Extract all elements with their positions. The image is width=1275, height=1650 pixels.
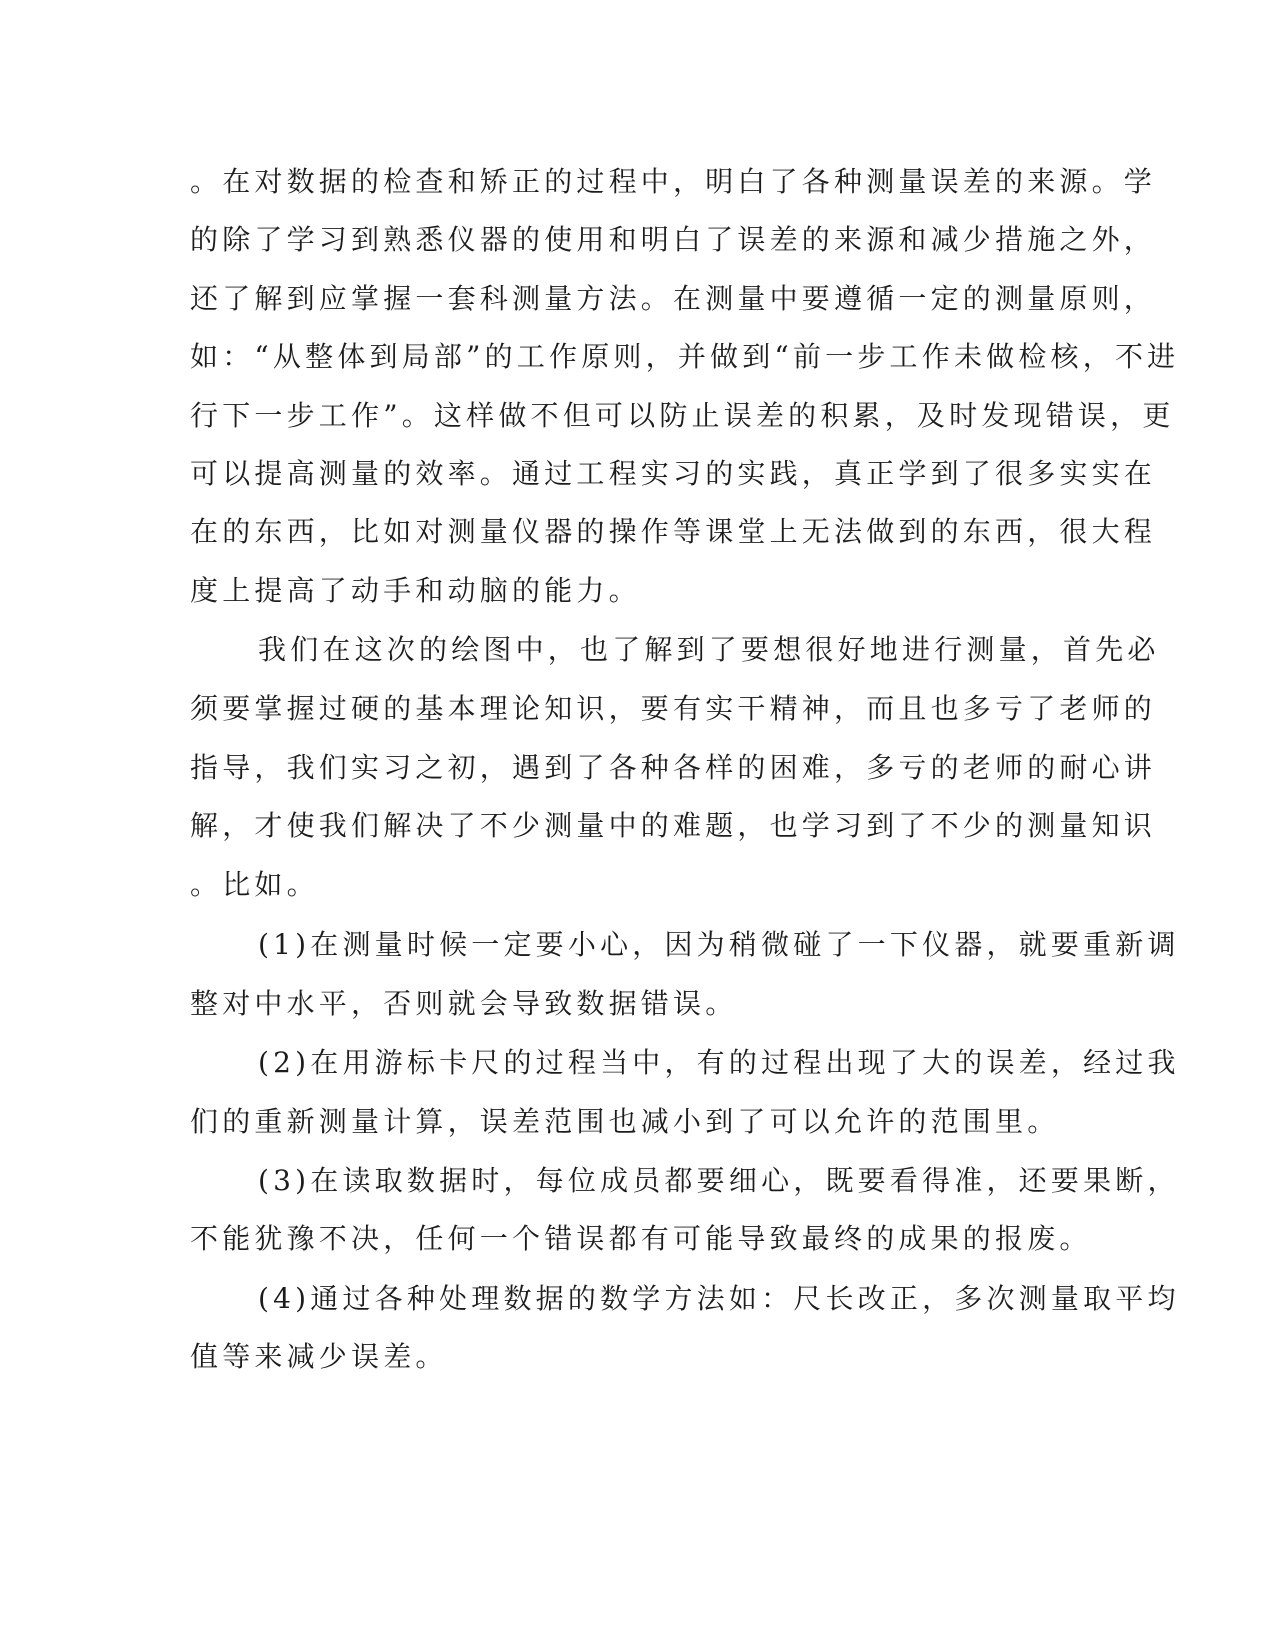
text-line: 在的东西，比如对测量仪器的操作等课堂上无法做到的东西，很大程: [190, 515, 1157, 548]
text-line: 度上提高了动手和动脑的能力。: [190, 574, 641, 607]
text-line: 整对中水平，否则就会导致数据错误。: [190, 987, 738, 1020]
list-item-1-line: (1)在测量时候一定要小心，因为稍微碰了一下仪器，就要重新调: [258, 928, 1180, 961]
text-line: 解，才使我们解决了不少测量中的难题，也学习到了不少的测量知识: [190, 809, 1157, 842]
text-line: 指导，我们实习之初，遇到了各种各样的困难，多亏的老师的耐心讲: [190, 751, 1157, 784]
list-item-4-line: (4)通过各种处理数据的数学方法如：尺长改正，多次测量取平均: [258, 1282, 1180, 1315]
text-line: 可以提高测量的效率。通过工程实习的实践，真正学到了很多实实在: [190, 457, 1157, 490]
text-line: 们的重新测量计算，误差范围也减小到了可以允许的范围里。: [190, 1105, 1060, 1138]
list-item-3-line: (3)在读取数据时，每位成员都要细心，既要看得准，还要果断，: [258, 1164, 1180, 1197]
text-line: 的除了学习到熟悉仪器的使用和明白了误差的来源和减少措施之外，: [190, 223, 1157, 256]
text-line: 值等来减少误差。: [190, 1340, 448, 1373]
paragraph-first-line: 我们在这次的绘图中，也了解到了要想很好地进行测量，首先必: [258, 633, 1160, 666]
text-line: 还了解到应掌握一套科测量方法。在测量中要遵循一定的测量原则，: [190, 282, 1157, 315]
text-line: 。在对数据的检查和矫正的过程中，明白了各种测量误差的来源。学: [190, 165, 1157, 198]
text-line: 不能犹豫不决，任何一个错误都有可能导致最终的成果的报废。: [190, 1222, 1092, 1255]
text-line: 须要掌握过硬的基本理论知识，要有实干精神，而且也多亏了老师的: [190, 692, 1157, 725]
text-line: 如：“从整体到局部”的工作原则，并做到“前一步工作未做检核，不进: [190, 340, 1180, 373]
text-line: 。比如。: [190, 868, 319, 901]
text-line: 行下一步工作”。这样做不但可以防止误差的积累，及时发现错误，更: [190, 399, 1175, 432]
list-item-2-line: (2)在用游标卡尺的过程当中，有的过程出现了大的误差，经过我: [258, 1046, 1180, 1079]
